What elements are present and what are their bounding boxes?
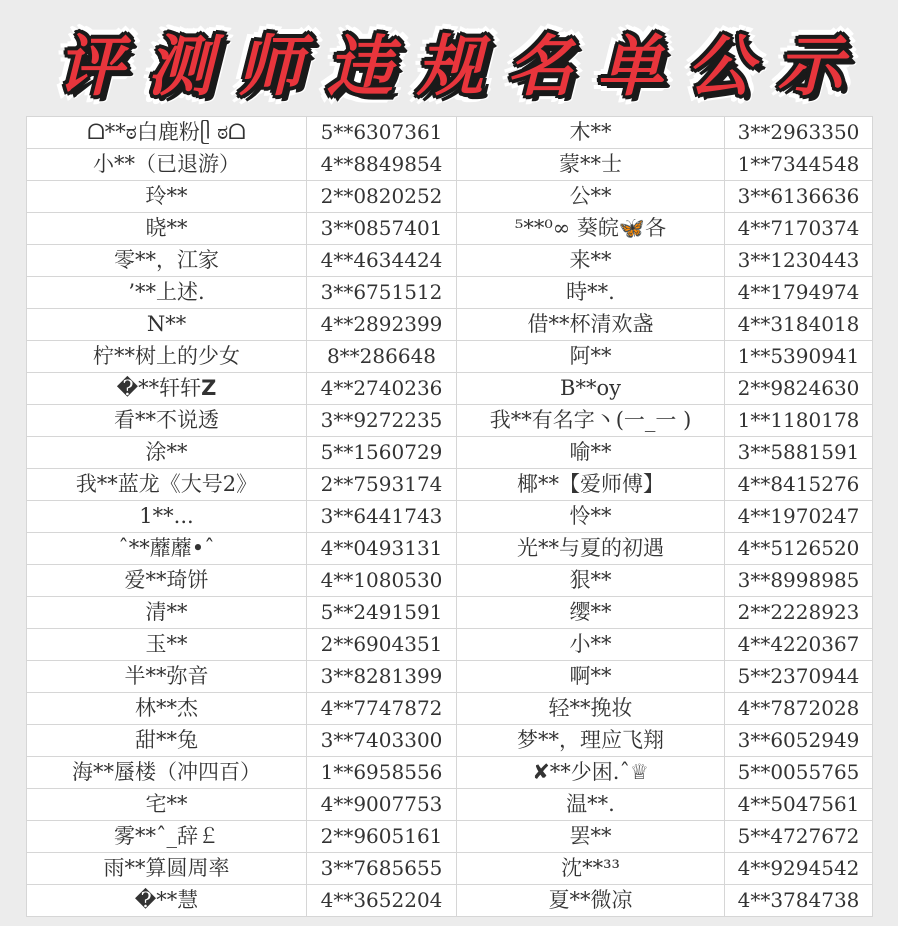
reviewer-id-cell: 4**3184018 xyxy=(725,309,873,341)
reviewer-name-cell: 怜** xyxy=(457,501,725,533)
reviewer-name-cell: 蒙**士 xyxy=(457,149,725,181)
violation-list xyxy=(26,116,872,916)
reviewer-name-cell: 雨**算圆周率 xyxy=(27,853,307,885)
table-row xyxy=(27,821,873,853)
reviewer-id-cell: 2**6904351 xyxy=(307,629,457,661)
reviewer-name-cell: ˆ**蘼蘼•ˆ xyxy=(27,533,307,565)
table-row xyxy=(27,149,873,181)
table-row xyxy=(27,405,873,437)
table-row xyxy=(27,757,873,789)
reviewer-name-cell: 喻** xyxy=(457,437,725,469)
reviewer-name-cell: 啊** xyxy=(457,661,725,693)
title-char: 师 xyxy=(237,27,303,105)
reviewer-name-cell: 晓** xyxy=(27,213,307,245)
table-row xyxy=(27,693,873,725)
reviewer-id-cell: 3**6441743 xyxy=(307,501,457,533)
reviewer-name-cell: B**oy xyxy=(457,373,725,405)
title-char: 公 xyxy=(687,27,753,105)
reviewer-id-cell: 2**0820252 xyxy=(307,181,457,213)
title-char: 测 xyxy=(147,27,213,105)
reviewer-name-cell: 1**... xyxy=(27,501,307,533)
reviewer-id-cell: 4**7170374 xyxy=(725,213,873,245)
reviewer-name-cell: N** xyxy=(27,309,307,341)
reviewer-name-cell: 宅** xyxy=(27,789,307,821)
reviewer-name-cell: 狠** xyxy=(457,565,725,597)
table-row xyxy=(27,789,873,821)
reviewer-id-cell: 3**6052949 xyxy=(725,725,873,757)
reviewer-name-cell: 木** xyxy=(457,117,725,149)
reviewer-id-cell: 3**2963350 xyxy=(725,117,873,149)
table-row xyxy=(27,661,873,693)
title-char: 示 xyxy=(777,27,843,105)
reviewer-id-cell: 4**3784738 xyxy=(725,885,873,917)
reviewer-name-cell: 温**. xyxy=(457,789,725,821)
title-char: 违 xyxy=(327,27,393,105)
reviewer-id-cell: 4**3652204 xyxy=(307,885,457,917)
reviewer-id-cell: 3**6751512 xyxy=(307,277,457,309)
reviewer-name-cell: 阿** xyxy=(457,341,725,373)
reviewer-name-cell: 玉** xyxy=(27,629,307,661)
reviewer-id-cell: 1**1180178 xyxy=(725,405,873,437)
reviewer-id-cell: 4**5126520 xyxy=(725,533,873,565)
reviewer-name-cell: 我**蓝龙《大号2》 xyxy=(27,469,307,501)
reviewer-id-cell: 1**7344548 xyxy=(725,149,873,181)
reviewer-id-cell: 4**2892399 xyxy=(307,309,457,341)
table-row xyxy=(27,213,873,245)
reviewer-name-cell: 来** xyxy=(457,245,725,277)
reviewer-name-cell: 小**（已退游） xyxy=(27,149,307,181)
title-char: 名 xyxy=(507,27,573,105)
table-row xyxy=(27,437,873,469)
reviewer-id-cell: 4**1794974 xyxy=(725,277,873,309)
table-row xyxy=(27,245,873,277)
reviewer-id-cell: 3**9272235 xyxy=(307,405,457,437)
reviewer-id-cell: 1**6958556 xyxy=(307,757,457,789)
reviewer-name-cell: 轻**挽妆 xyxy=(457,693,725,725)
reviewer-name-cell: 缨** xyxy=(457,597,725,629)
reviewer-id-cell: 2**9605161 xyxy=(307,821,457,853)
reviewer-name-cell: �**轩轩𝗭 xyxy=(27,373,307,405)
table-row xyxy=(27,725,873,757)
reviewer-name-cell: 雾**ˆ_辞￡ xyxy=(27,821,307,853)
reviewer-id-cell: 3**8998985 xyxy=(725,565,873,597)
table-row xyxy=(27,469,873,501)
reviewer-id-cell: 5**6307361 xyxy=(307,117,457,149)
table-row xyxy=(27,885,873,917)
reviewer-id-cell: 4**4220367 xyxy=(725,629,873,661)
reviewer-name-cell: 公** xyxy=(457,181,725,213)
reviewer-name-cell: 夏**微凉 xyxy=(457,885,725,917)
reviewer-name-cell: 我**有名字丶(一_一 ) xyxy=(457,405,725,437)
reviewer-id-cell: 8**286648 xyxy=(307,341,457,373)
reviewer-name-cell: ’**上述. xyxy=(27,277,307,309)
reviewer-id-cell: 5**0055765 xyxy=(725,757,873,789)
reviewer-name-cell: 海**蜃楼（冲四百） xyxy=(27,757,307,789)
reviewer-name-cell: 椰**【爱师傅】 xyxy=(457,469,725,501)
reviewer-id-cell: 3**0857401 xyxy=(307,213,457,245)
reviewer-name-cell: 清** xyxy=(27,597,307,629)
page-title xyxy=(48,18,852,105)
reviewer-id-cell: 2**7593174 xyxy=(307,469,457,501)
title-char: 评 xyxy=(57,27,123,105)
reviewer-name-cell: �**慧 xyxy=(27,885,307,917)
reviewer-id-cell: 4**7872028 xyxy=(725,693,873,725)
violation-table xyxy=(26,116,873,917)
reviewer-name-cell: 光**与夏的初遇 xyxy=(457,533,725,565)
table-row xyxy=(27,629,873,661)
table-row xyxy=(27,533,873,565)
reviewer-id-cell: 4**9294542 xyxy=(725,853,873,885)
reviewer-name-cell: 借**杯清欢盏 xyxy=(457,309,725,341)
table-row xyxy=(27,501,873,533)
reviewer-id-cell: 5**4727672 xyxy=(725,821,873,853)
reviewer-name-cell: 涂** xyxy=(27,437,307,469)
title-banner xyxy=(24,12,876,108)
reviewer-name-cell: 沈**³³ xyxy=(457,853,725,885)
reviewer-name-cell: 零**，江家 xyxy=(27,245,307,277)
title-char: 规 xyxy=(417,27,483,105)
reviewer-id-cell: 2**2228923 xyxy=(725,597,873,629)
reviewer-id-cell: 2**9824630 xyxy=(725,373,873,405)
title-char: 单 xyxy=(597,27,663,105)
table-row xyxy=(27,181,873,213)
reviewer-name-cell: 梦**，理应飞翔 xyxy=(457,725,725,757)
reviewer-id-cell: 5**2370944 xyxy=(725,661,873,693)
reviewer-id-cell: 4**0493131 xyxy=(307,533,457,565)
reviewer-name-cell: ᗝ**ಠ白鹿粉ᥫ ಠᗝ xyxy=(27,117,307,149)
table-row xyxy=(27,373,873,405)
reviewer-id-cell: 5**2491591 xyxy=(307,597,457,629)
reviewer-id-cell: 3**7403300 xyxy=(307,725,457,757)
reviewer-id-cell: 4**8415276 xyxy=(725,469,873,501)
table-row xyxy=(27,341,873,373)
reviewer-id-cell: 4**8849854 xyxy=(307,149,457,181)
reviewer-id-cell: 3**8281399 xyxy=(307,661,457,693)
reviewer-name-cell: 罢** xyxy=(457,821,725,853)
reviewer-name-cell: 看**不说透 xyxy=(27,405,307,437)
reviewer-name-cell: 林**杰 xyxy=(27,693,307,725)
reviewer-name-cell: 半**弥音 xyxy=(27,661,307,693)
reviewer-id-cell: 3**1230443 xyxy=(725,245,873,277)
reviewer-id-cell: 4**2740236 xyxy=(307,373,457,405)
table-row xyxy=(27,853,873,885)
reviewer-id-cell: 4**1970247 xyxy=(725,501,873,533)
table-row xyxy=(27,117,873,149)
reviewer-name-cell: 柠**树上的少女 xyxy=(27,341,307,373)
reviewer-name-cell: 小** xyxy=(457,629,725,661)
table-row xyxy=(27,309,873,341)
reviewer-name-cell: 時**. xyxy=(457,277,725,309)
reviewer-id-cell: 4**7747872 xyxy=(307,693,457,725)
table-row xyxy=(27,565,873,597)
reviewer-id-cell: 3**7685655 xyxy=(307,853,457,885)
reviewer-name-cell: ⁵**⁰∞ 葵皖🦋各 xyxy=(457,213,725,245)
reviewer-name-cell: ✘**少困.ˆ♕ xyxy=(457,757,725,789)
table-row xyxy=(27,277,873,309)
reviewer-id-cell: 3**6136636 xyxy=(725,181,873,213)
reviewer-name-cell: 玲** xyxy=(27,181,307,213)
reviewer-name-cell: 爱**琦饼 xyxy=(27,565,307,597)
table-row xyxy=(27,597,873,629)
reviewer-id-cell: 4**1080530 xyxy=(307,565,457,597)
reviewer-id-cell: 3**5881591 xyxy=(725,437,873,469)
reviewer-id-cell: 5**1560729 xyxy=(307,437,457,469)
reviewer-id-cell: 1**5390941 xyxy=(725,341,873,373)
reviewer-name-cell: 甜**兔 xyxy=(27,725,307,757)
reviewer-id-cell: 4**9007753 xyxy=(307,789,457,821)
reviewer-id-cell: 4**4634424 xyxy=(307,245,457,277)
reviewer-id-cell: 4**5047561 xyxy=(725,789,873,821)
